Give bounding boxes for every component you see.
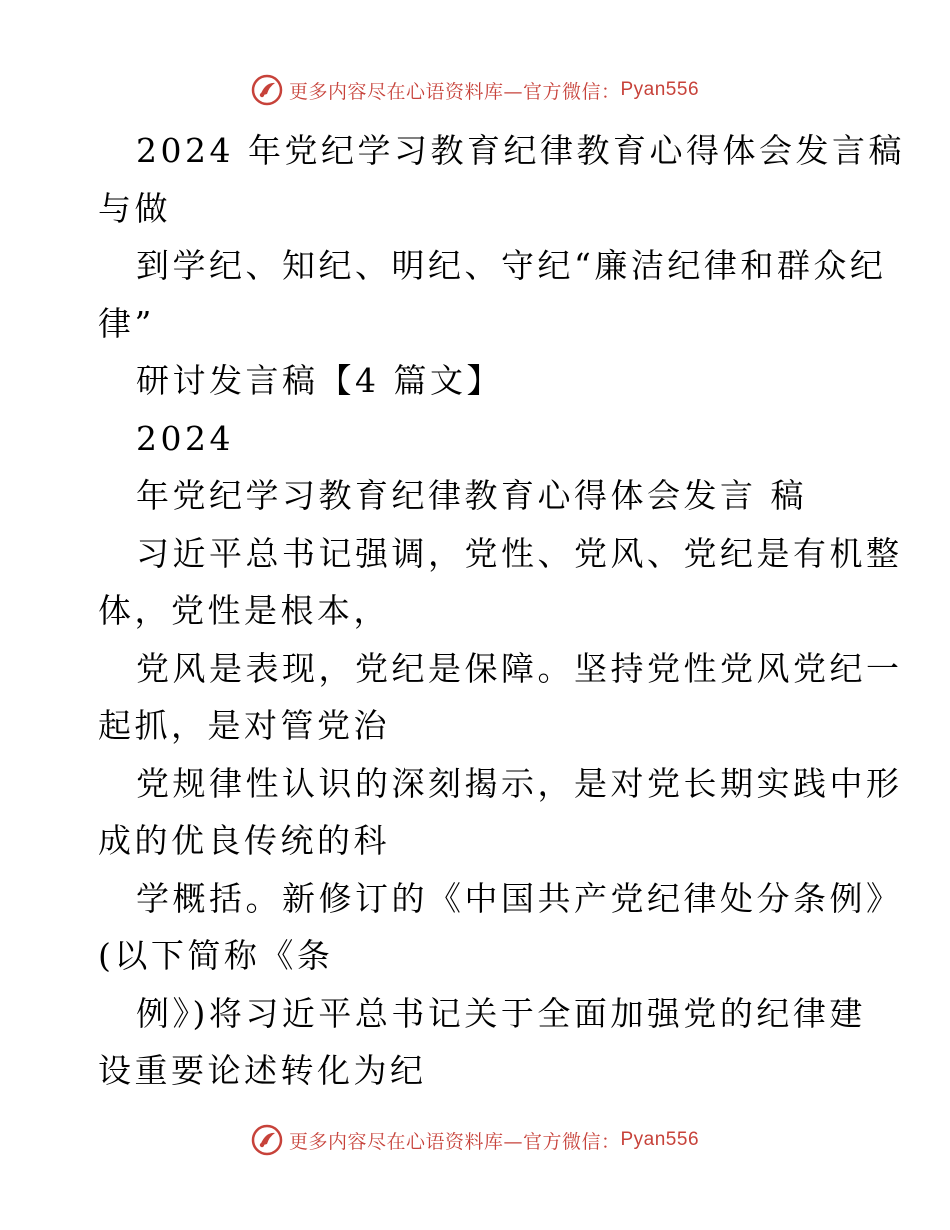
text-line: 研讨发言稿【4 篇文】 [136,361,503,400]
banner-text: 更多内容尽在心语资料库—官方微信： [288,1130,621,1153]
text-line: 起抓，是对管党治 [98,706,390,745]
text-line: 2024 年党纪学习教育纪律教育心得体会发言稿 [136,131,905,170]
text-line: 学概括。新修订的《中国共产党纪律处分条例》 [136,878,903,918]
logo-icon [251,74,283,106]
text-line: 设重要论述转化为纪 [98,1051,427,1090]
text-line: 到学纪、知纪、明纪、守纪“廉洁纪律和群众纪 [136,246,887,285]
text-line: 例》)将习近平总书记关于全面加强党的纪律建 [136,993,866,1033]
header-banner [0,70,950,110]
text-line: 律” [98,303,155,343]
document-body [98,122,905,1100]
text-line: 党风是表现，党纪是保障。坚持党性党风党纪一 [136,648,903,688]
wechat-id: Pyan556 [620,1129,700,1150]
logo-icon [251,1124,283,1156]
text-line: 习近平总书记强调，党性、党风、党纪是有机整 [136,533,903,573]
text-line: 体，党性是根本， [98,591,390,630]
text-line: 2024 [136,418,234,458]
banner-text: 更多内容尽在心语资料库—官方微信： [288,80,621,103]
text-line: 与做 [98,188,171,228]
text-line: 党规律性认识的深刻揭示，是对党长期实践中形 [136,763,903,803]
text-line: 成的优良传统的科 [98,821,390,860]
wechat-id: Pyan556 [620,79,700,100]
text-line: 年党纪学习教育纪律教育心得体会发言 稿 [136,476,807,515]
footer-banner [0,1120,950,1160]
text-line: (以下简称《条 [98,936,334,975]
